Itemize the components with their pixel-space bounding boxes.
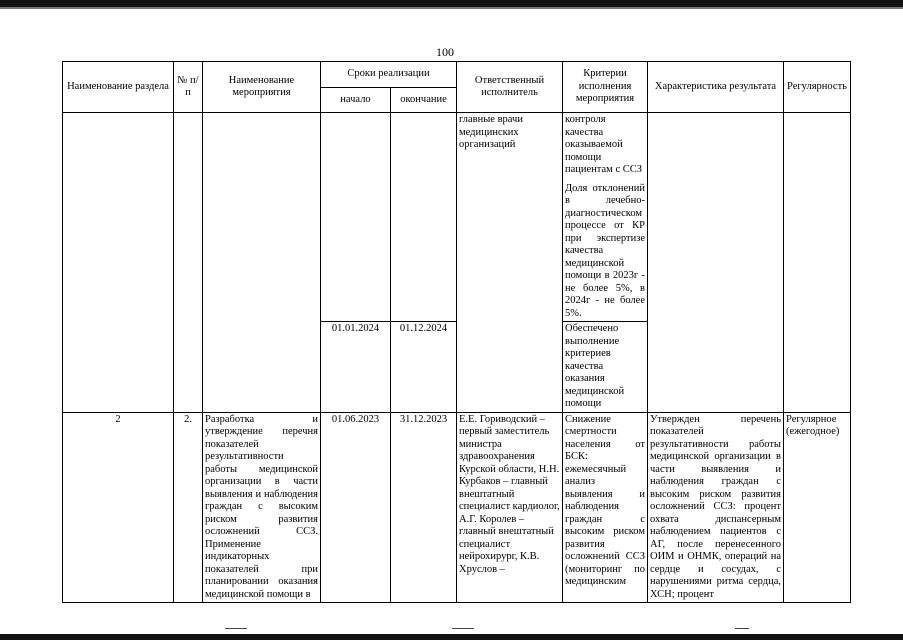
- cell-section-empty: [63, 113, 174, 413]
- cell-regularity: Регулярное (ежегодное): [784, 412, 851, 603]
- header-row: [63, 62, 851, 88]
- cell-start: 01.06.2023: [321, 412, 391, 603]
- scan-mark: [452, 628, 474, 629]
- header-criteria: Критерии исполнения мероприятия: [563, 62, 648, 113]
- cell-start: 01.01.2024: [321, 322, 391, 413]
- page-number: 100: [436, 45, 454, 59]
- cell-activity-empty: [203, 113, 321, 413]
- cell-num-empty: [174, 113, 203, 413]
- cell-responsible: главные врачи медицинских организаций: [457, 113, 563, 413]
- activities-table: [62, 61, 851, 603]
- cell-end-empty: [391, 113, 457, 322]
- table-row: [63, 412, 851, 603]
- cell-end: 01.12.2024: [391, 322, 457, 413]
- criteria-text-1: контроля качества оказываемой помощи пациентам с ССЗ: [565, 114, 642, 175]
- header-activity-name: Наименование мероприятия: [203, 62, 321, 113]
- scan-mark: [735, 628, 749, 629]
- table-row: [63, 113, 851, 322]
- cell-activity: Разработка и утверждение перечня показателей результативности работы медицинской организации в части выявления и наблюдения граждан с высоким риском развития осложнений ССЗ. Применение индикаторных показателей при планировании оказания медицинской помощи в: [203, 412, 321, 603]
- cell-criteria: [563, 113, 648, 322]
- header-result: Характеристика результата: [648, 62, 784, 113]
- cell-criteria: Обеспечено выполнение критериев качества оказания медицинской помощи: [563, 322, 648, 413]
- scan-bottom-edge: [0, 634, 903, 640]
- scan-mark: [225, 628, 247, 629]
- scan-top-shadow: [0, 7, 903, 9]
- cell-section: 2: [63, 412, 174, 603]
- scan-top-edge: [0, 0, 903, 7]
- cell-responsible: Е.Е. Гориводский – первый заместитель министра здравоохранения Курской области, Н.Н. Курбаков – главный внештатный специалист кардиолог, А.Г. Королев – главный внештатный специалист нейрохирург, К.В. Хруслов –: [457, 412, 563, 603]
- cell-result-empty: [648, 113, 784, 413]
- cell-number: 2.: [174, 412, 203, 603]
- cell-result: Утвержден перечень показателей результативности работы медицинской организации в части выявления и наблюдения граждан с высоким риском развития осложнений ССЗ: процент охвата диспансерным наблюдением пациентов с АГ, после перенесенного ОИМ и ОНМК, операций на сердце и сосудах, с нарушениями ритма сердца, ХСН; процент: [648, 412, 784, 603]
- header-timing: Сроки реализации: [321, 62, 457, 88]
- criteria-text-2: Доля отклонений в лечебно-диагностическом процессе от КР при экспертизе качества медицинской помощи в 2023г - не более 5%, в 2024г - не более 5%.: [565, 182, 645, 319]
- header-section-name: Наименование раздела: [63, 62, 174, 113]
- header-end: окончание: [391, 88, 457, 113]
- header-number: № п/п: [174, 62, 203, 113]
- cell-criteria: Снижение смертности населения от БСК: ежемесячный анализ выявления и наблюдения граждан с высоким риском развития осложнений ССЗ (мониторинг по медицинским: [563, 412, 648, 603]
- cell-end: 31.12.2023: [391, 412, 457, 603]
- header-responsible: Ответственный исполнитель: [457, 62, 563, 113]
- header-regularity: Регулярность: [784, 62, 851, 113]
- header-start: начало: [321, 88, 391, 113]
- cell-regularity-empty: [784, 113, 851, 413]
- cell-start-empty: [321, 113, 391, 322]
